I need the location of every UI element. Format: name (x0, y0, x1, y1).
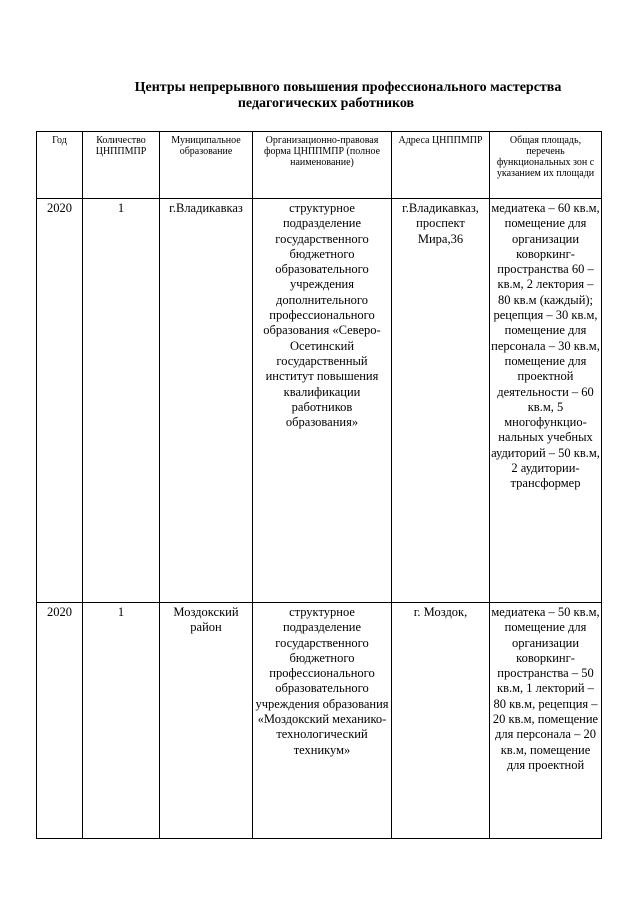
cell-address: г.Владикавказ, проспект Мира,36 (392, 199, 490, 603)
cell-municipality: г.Владикавказ (160, 199, 253, 603)
cell-organization: структурное подразделение государственного бюджетного образовательного учреждения дополнительного профессионального образования «Северо-Осетинский государственный институт повышения квалификации работников образования» (253, 199, 392, 603)
header-municipality: Муниципальное образование (160, 132, 253, 199)
title-line-2: педагогических работников (237, 96, 415, 111)
document-title (0, 80, 640, 112)
centers-table (36, 131, 602, 839)
header-address: Адреса ЦНППМПР (392, 132, 490, 199)
table-header-row (37, 132, 602, 199)
cell-count: 1 (83, 199, 160, 603)
cell-count: 1 (83, 603, 160, 839)
table-row (37, 603, 602, 839)
header-year: Год (37, 132, 83, 199)
cell-area: медиатека – 60 кв.м, помещение для организации коворкинг-пространства 60 – кв.м, 2 лектория – 80 кв.м (каждый); рецепция – 30 кв.м, помещение для персонала – 30 кв.м, помещение для проектной деятельности – 60 кв.м, 5 многофункцио-нальных учебных аудиторий – 50 кв.м, 2 аудитории-трансформер (490, 199, 602, 603)
cell-area: медиатека – 50 кв.м, помещение для организации коворкинг-пространства – 50 кв.м, 1 лекторий – 80 кв.м, рецепция – 20 кв.м, помещение для персонала – 20 кв.м, помещение для проектной (490, 603, 602, 839)
table-row (37, 199, 602, 603)
cell-organization: структурное подразделение государственного бюджетного профессионального образовательного учреждения образования «Моздокский механико-технологический техникум» (253, 603, 392, 839)
header-area: Общая площадь, перечень функциональных зон с указанием их площади (490, 132, 602, 199)
header-organization: Организационно-правовая форма ЦНППМПР (полное наименование) (253, 132, 392, 199)
cell-address: г. Моздок, (392, 603, 490, 839)
cell-municipality: Моздокский район (160, 603, 253, 839)
cell-year: 2020 (37, 199, 83, 603)
header-count: Количество ЦНППМПР (83, 132, 160, 199)
cell-year: 2020 (37, 603, 83, 839)
title-line-1: Центры непрерывного повышения профессионального мастерства (134, 80, 562, 95)
